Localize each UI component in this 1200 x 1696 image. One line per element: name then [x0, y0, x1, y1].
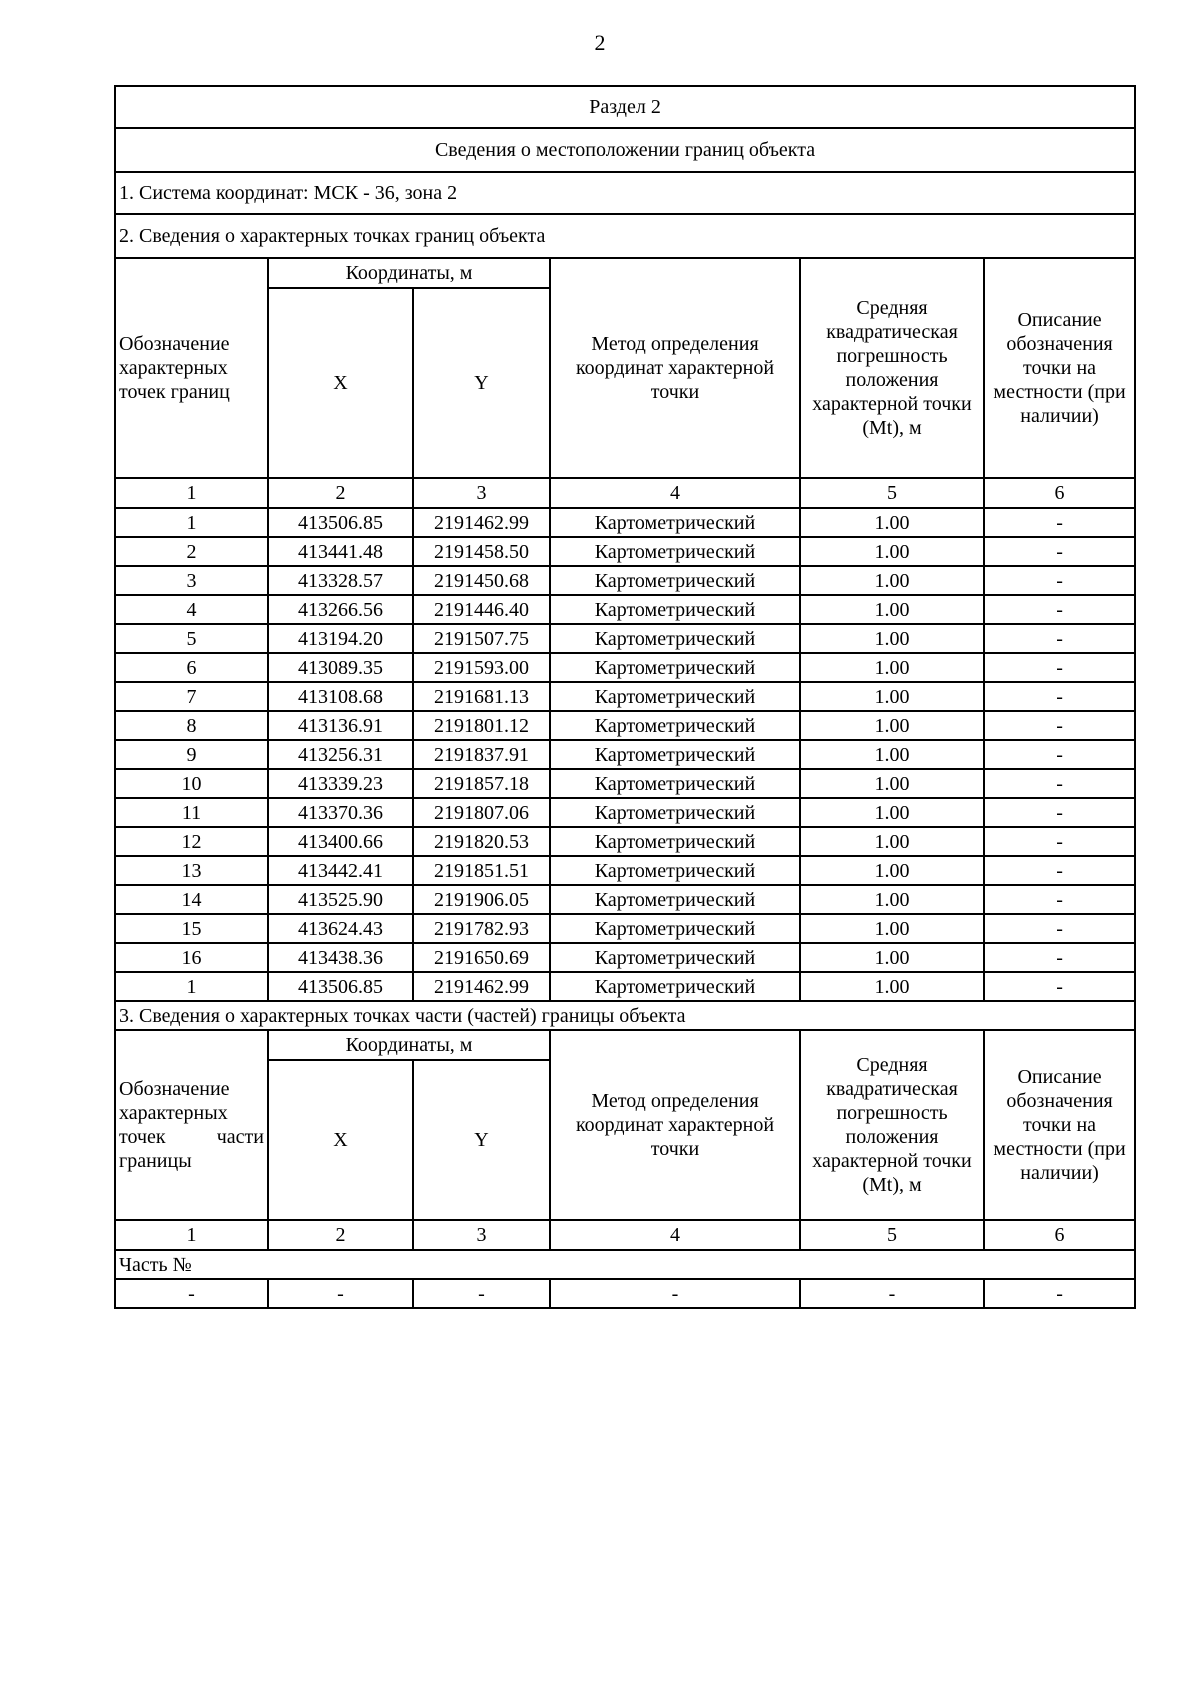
point-method: Картометрический	[550, 856, 800, 885]
part-cell: -	[984, 1279, 1135, 1308]
table-row	[115, 769, 1135, 798]
point-mt: 1.00	[800, 798, 984, 827]
points-heading: 2. Сведения о характерных точках границ объекта	[115, 214, 1135, 258]
parts-col-number: 3	[413, 1220, 550, 1250]
point-description: -	[984, 769, 1135, 798]
table-row	[115, 682, 1135, 711]
point-method: Картометрический	[550, 624, 800, 653]
point-mt: 1.00	[800, 943, 984, 972]
boundary-table	[114, 85, 1136, 1309]
parts-header-description: Описание обозначения точки на местности (при наличии)	[984, 1030, 1135, 1220]
point-description: -	[984, 537, 1135, 566]
point-description: -	[984, 566, 1135, 595]
header-method: Метод определения координат характерной точки	[550, 258, 800, 478]
point-number: 7	[115, 682, 268, 711]
table-row	[115, 566, 1135, 595]
point-mt: 1.00	[800, 624, 984, 653]
table-row	[115, 624, 1135, 653]
point-method: Картометрический	[550, 827, 800, 856]
point-description: -	[984, 595, 1135, 624]
point-mt: 1.00	[800, 595, 984, 624]
point-y: 2191782.93	[413, 914, 550, 943]
table-row	[115, 798, 1135, 827]
point-mt: 1.00	[800, 508, 984, 537]
point-x: 413370.36	[268, 798, 413, 827]
header-y: Y	[413, 288, 550, 478]
point-x: 413438.36	[268, 943, 413, 972]
point-number: 2	[115, 537, 268, 566]
point-description: -	[984, 972, 1135, 1001]
parts-col-number: 6	[984, 1220, 1135, 1250]
point-mt: 1.00	[800, 566, 984, 595]
table-row	[115, 827, 1135, 856]
point-x: 413400.66	[268, 827, 413, 856]
point-x: 413089.35	[268, 653, 413, 682]
point-number: 10	[115, 769, 268, 798]
point-mt: 1.00	[800, 711, 984, 740]
point-y: 2191450.68	[413, 566, 550, 595]
point-number: 12	[115, 827, 268, 856]
parts-header-error: Средняя квадратическая погрешность положения характерной точки (Mt), м	[800, 1030, 984, 1220]
header-description: Описание обозначения точки на местности (при наличии)	[984, 258, 1135, 478]
header-designation: Обозначение характерных точек границ	[115, 258, 268, 478]
point-y: 2191507.75	[413, 624, 550, 653]
point-mt: 1.00	[800, 682, 984, 711]
point-y: 2191801.12	[413, 711, 550, 740]
point-description: -	[984, 856, 1135, 885]
point-method: Картометрический	[550, 595, 800, 624]
point-method: Картометрический	[550, 682, 800, 711]
point-mt: 1.00	[800, 972, 984, 1001]
point-mt: 1.00	[800, 914, 984, 943]
point-x: 413506.85	[268, 508, 413, 537]
point-number: 13	[115, 856, 268, 885]
point-method: Картометрический	[550, 798, 800, 827]
point-number: 5	[115, 624, 268, 653]
section-title: Раздел 2	[115, 86, 1135, 128]
points-col-number: 5	[800, 478, 984, 508]
parts-heading: 3. Сведения о характерных точках части (частей) границы объекта	[115, 1001, 1135, 1030]
points-col-number: 4	[550, 478, 800, 508]
point-y: 2191906.05	[413, 885, 550, 914]
header-x: X	[268, 288, 413, 478]
table-row	[115, 711, 1135, 740]
table-row	[115, 856, 1135, 885]
parts-header-y: Y	[413, 1060, 550, 1220]
point-y: 2191820.53	[413, 827, 550, 856]
point-mt: 1.00	[800, 827, 984, 856]
point-y: 2191837.91	[413, 740, 550, 769]
point-y: 2191681.13	[413, 682, 550, 711]
coord-system: 1. Система координат: МСК - 36, зона 2	[115, 172, 1135, 214]
point-mt: 1.00	[800, 740, 984, 769]
points-col-number: 6	[984, 478, 1135, 508]
part-cell: -	[550, 1279, 800, 1308]
point-y: 2191857.18	[413, 769, 550, 798]
parts-col-number: 5	[800, 1220, 984, 1250]
parts-header-method: Метод определения координат характерной точки	[550, 1030, 800, 1220]
point-x: 413441.48	[268, 537, 413, 566]
points-col-number: 2	[268, 478, 413, 508]
point-description: -	[984, 624, 1135, 653]
point-description: -	[984, 653, 1135, 682]
table-row	[115, 595, 1135, 624]
table-row	[115, 943, 1135, 972]
point-number: 3	[115, 566, 268, 595]
parts-header-designation: Обозначение характерных точек части границы	[115, 1030, 268, 1220]
header-error: Средняя квадратическая погрешность положения характерной точки (Mt), м	[800, 258, 984, 478]
parts-col-number: 2	[268, 1220, 413, 1250]
page-number: 2	[594, 30, 606, 55]
point-number: 11	[115, 798, 268, 827]
point-y: 2191807.06	[413, 798, 550, 827]
point-method: Картометрический	[550, 972, 800, 1001]
point-x: 413108.68	[268, 682, 413, 711]
point-method: Картометрический	[550, 653, 800, 682]
part-cell: -	[800, 1279, 984, 1308]
part-cell: -	[413, 1279, 550, 1308]
parts-header-x: X	[268, 1060, 413, 1220]
table-row	[115, 740, 1135, 769]
point-description: -	[984, 711, 1135, 740]
point-number: 8	[115, 711, 268, 740]
point-number: 16	[115, 943, 268, 972]
point-number: 1	[115, 972, 268, 1001]
point-x: 413136.91	[268, 711, 413, 740]
point-number: 9	[115, 740, 268, 769]
point-x: 413525.90	[268, 885, 413, 914]
table-row	[115, 885, 1135, 914]
point-number: 6	[115, 653, 268, 682]
point-mt: 1.00	[800, 653, 984, 682]
points-col-number: 1	[115, 478, 268, 508]
point-method: Картометрический	[550, 537, 800, 566]
point-y: 2191851.51	[413, 856, 550, 885]
point-x: 413624.43	[268, 914, 413, 943]
part-cell: -	[268, 1279, 413, 1308]
part-cell: -	[115, 1279, 268, 1308]
point-x: 413442.41	[268, 856, 413, 885]
header-coords: Координаты, м	[268, 258, 550, 288]
point-x: 413194.20	[268, 624, 413, 653]
point-description: -	[984, 827, 1135, 856]
point-method: Картометрический	[550, 740, 800, 769]
point-method: Картометрический	[550, 508, 800, 537]
part-label: Часть №	[115, 1250, 1135, 1279]
point-x: 413266.56	[268, 595, 413, 624]
points-col-number: 3	[413, 478, 550, 508]
point-y: 2191462.99	[413, 972, 550, 1001]
point-description: -	[984, 798, 1135, 827]
point-description: -	[984, 914, 1135, 943]
point-y: 2191650.69	[413, 943, 550, 972]
point-y: 2191446.40	[413, 595, 550, 624]
point-method: Картометрический	[550, 566, 800, 595]
point-number: 1	[115, 508, 268, 537]
point-mt: 1.00	[800, 537, 984, 566]
table-row	[115, 508, 1135, 537]
table-row	[115, 972, 1135, 1001]
point-y: 2191458.50	[413, 537, 550, 566]
point-mt: 1.00	[800, 885, 984, 914]
point-y: 2191462.99	[413, 508, 550, 537]
point-number: 14	[115, 885, 268, 914]
point-method: Картометрический	[550, 943, 800, 972]
point-method: Картометрический	[550, 711, 800, 740]
point-description: -	[984, 885, 1135, 914]
point-number: 4	[115, 595, 268, 624]
table-row	[115, 914, 1135, 943]
parts-header-coords: Координаты, м	[268, 1030, 550, 1060]
point-y: 2191593.00	[413, 653, 550, 682]
point-number: 15	[115, 914, 268, 943]
point-mt: 1.00	[800, 856, 984, 885]
point-x: 413328.57	[268, 566, 413, 595]
parts-col-number: 4	[550, 1220, 800, 1250]
point-method: Картометрический	[550, 769, 800, 798]
point-x: 413506.85	[268, 972, 413, 1001]
point-x: 413339.23	[268, 769, 413, 798]
table-row	[115, 537, 1135, 566]
point-description: -	[984, 508, 1135, 537]
point-mt: 1.00	[800, 769, 984, 798]
point-description: -	[984, 682, 1135, 711]
point-x: 413256.31	[268, 740, 413, 769]
table-row	[115, 653, 1135, 682]
point-description: -	[984, 740, 1135, 769]
point-description: -	[984, 943, 1135, 972]
point-method: Картометрический	[550, 914, 800, 943]
point-method: Картометрический	[550, 885, 800, 914]
section-subtitle: Сведения о местоположении границ объекта	[115, 128, 1135, 172]
parts-col-number: 1	[115, 1220, 268, 1250]
